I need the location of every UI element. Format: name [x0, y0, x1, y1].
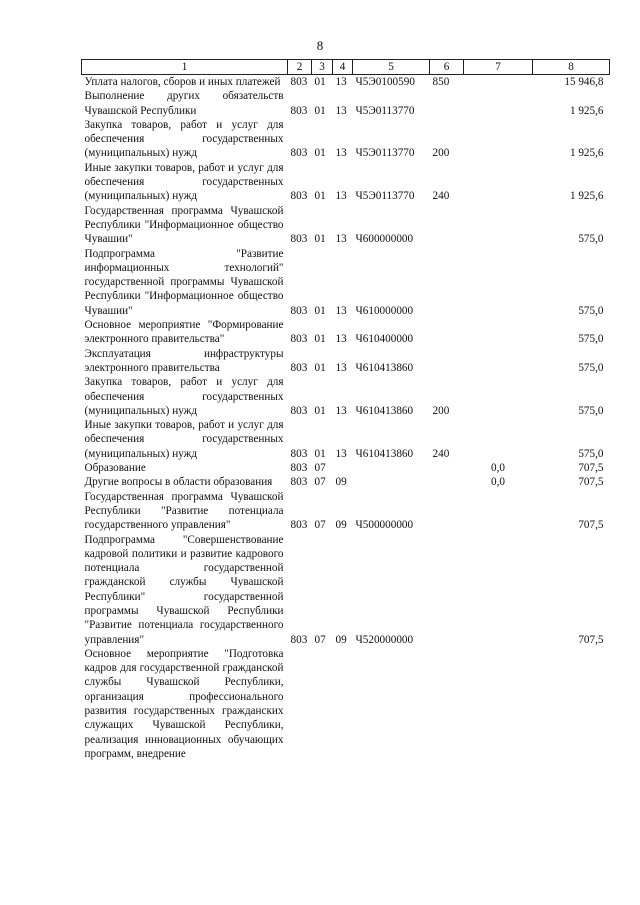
target-article-code: Ч610400000 — [355, 333, 414, 346]
target-article-code: Ч610413860 — [355, 447, 414, 460]
total-amount: 1 925,6 — [569, 147, 604, 160]
page-number: 8 — [316, 38, 324, 53]
section-code: 07 — [314, 476, 326, 489]
adjustment-amount — [464, 347, 533, 376]
table-row — [82, 118, 610, 161]
table-row — [82, 318, 610, 347]
target-article-code: Ч5Э0113770 — [355, 190, 415, 203]
adjustment-amount — [464, 375, 533, 418]
ministry-code — [288, 647, 312, 761]
row-name: Образование — [84, 462, 146, 475]
table-row — [82, 204, 610, 247]
adjustment-amount — [464, 161, 533, 204]
total-amount: 707,5 — [578, 476, 604, 489]
ministry-code: 803 — [290, 404, 308, 417]
total-amount: 575,0 — [578, 333, 604, 346]
expense-type-code — [430, 490, 464, 533]
adjustment-amount — [464, 247, 533, 318]
column-header: 1 — [82, 60, 288, 75]
target-article-code — [353, 647, 430, 761]
section-code: 01 — [314, 304, 326, 317]
table-row — [82, 375, 610, 418]
adjustment-amount — [464, 490, 533, 533]
row-name: Государственная программа Чувашской Республики "Информационное общество Чувашии" — [84, 204, 284, 246]
adjustment-amount: 0,0 — [491, 462, 505, 475]
adjustment-amount — [464, 118, 533, 161]
ministry-code: 803 — [290, 76, 308, 88]
subsection-code: 09 — [335, 633, 347, 646]
ministry-code: 803 — [290, 462, 308, 475]
section-code: 07 — [314, 519, 326, 532]
subsection-code — [333, 647, 353, 761]
subsection-code: 13 — [335, 361, 347, 374]
ministry-code: 803 — [290, 190, 308, 203]
total-amount: 1 925,6 — [569, 190, 604, 203]
section-code: 07 — [314, 462, 326, 475]
adjustment-amount — [464, 75, 533, 90]
ministry-code: 803 — [290, 233, 308, 246]
table-row — [82, 461, 610, 475]
ministry-code: 803 — [290, 633, 308, 646]
row-name: Подпрограмма "Развитие информационных технологий" государственной программы Чувашской Республики "Информационное общество Чувашии" — [84, 247, 284, 317]
subsection-code: 13 — [335, 333, 347, 346]
target-article-code: Ч610413860 — [355, 361, 414, 374]
adjustment-amount — [464, 533, 533, 647]
target-article-code — [353, 475, 430, 489]
expense-type-code — [430, 347, 464, 376]
column-header: 5 — [353, 60, 430, 75]
row-name: Государственная программа Чувашской Республики "Развитие потенциала государственного управления" — [84, 490, 284, 532]
adjustment-amount — [464, 318, 533, 347]
subsection-code: 13 — [335, 233, 347, 246]
total-amount: 575,0 — [578, 404, 604, 417]
subsection-code: 09 — [335, 519, 347, 532]
target-article-code: Ч5Э0113770 — [355, 147, 415, 160]
section-code: 01 — [314, 233, 326, 246]
row-name: Подпрограмма "Совершенствование кадровой политики и развитие кадрового потенциала государственной гражданской службы Чувашской Республики" государственной программы Чувашской Республики "Развитие потенциала государственного управления" — [84, 533, 284, 646]
table-row — [82, 475, 610, 489]
target-article-code: Ч610000000 — [355, 304, 414, 317]
expense-type-code: 200 — [432, 147, 450, 160]
row-name: Уплата налогов, сборов и иных платежей — [84, 76, 281, 88]
table-row — [82, 533, 610, 647]
table-row — [82, 347, 610, 376]
table-row — [82, 89, 610, 118]
row-name: Иные закупки товаров, работ и услуг для обеспечения государственных (муниципальных) нужд — [84, 161, 284, 203]
ministry-code: 803 — [290, 147, 308, 160]
expense-type-code — [430, 89, 464, 118]
total-amount: 575,0 — [578, 447, 604, 460]
row-name: Другие вопросы в области образования — [84, 476, 273, 489]
target-article-code: Ч500000000 — [355, 519, 414, 532]
total-amount: 575,0 — [578, 304, 604, 317]
expense-type-code: 850 — [432, 76, 450, 88]
section-code: 01 — [314, 76, 326, 88]
subsection-code: 13 — [335, 447, 347, 460]
ministry-code: 803 — [290, 333, 308, 346]
expense-type-code — [430, 475, 464, 489]
column-header: 3 — [312, 60, 333, 75]
adjustment-amount — [464, 647, 533, 761]
target-article-code: Ч520000000 — [355, 633, 414, 646]
subsection-code: 13 — [335, 304, 347, 317]
target-article-code: Ч610413860 — [355, 404, 414, 417]
subsection-code: 13 — [335, 404, 347, 417]
subsection-code: 13 — [335, 76, 347, 88]
table-row — [82, 75, 610, 90]
section-code: 01 — [314, 333, 326, 346]
section-code: 01 — [314, 361, 326, 374]
row-name: Закупка товаров, работ и услуг для обеспечения государственных (муниципальных) нужд — [84, 376, 284, 417]
adjustment-amount: 0,0 — [491, 476, 505, 489]
total-amount: 1 925,6 — [569, 104, 604, 117]
ministry-code: 803 — [290, 447, 308, 460]
expense-type-code — [430, 204, 464, 247]
column-header: 7 — [464, 60, 533, 75]
total-amount: 575,0 — [578, 361, 604, 374]
total-amount — [533, 647, 610, 761]
column-header: 8 — [533, 60, 610, 75]
table-row — [82, 490, 610, 533]
column-header: 4 — [333, 60, 353, 75]
total-amount: 707,5 — [578, 462, 604, 475]
section-code: 01 — [314, 104, 326, 117]
target-article-code — [353, 461, 430, 475]
ministry-code: 803 — [290, 104, 308, 117]
adjustment-amount — [464, 89, 533, 118]
column-number-header-row — [82, 60, 610, 75]
ministry-code: 803 — [290, 361, 308, 374]
target-article-code: Ч5Э0100590 — [355, 76, 415, 88]
expense-type-code: 240 — [432, 447, 450, 460]
section-code — [312, 647, 333, 761]
row-name: Выполнение других обязательств Чувашской Республики — [84, 90, 284, 117]
expense-type-code — [430, 318, 464, 347]
table-row — [82, 647, 610, 761]
expense-type-code — [430, 533, 464, 647]
column-header: 2 — [288, 60, 312, 75]
ministry-code: 803 — [290, 519, 308, 532]
section-code: 01 — [314, 190, 326, 203]
column-header: 6 — [430, 60, 464, 75]
adjustment-amount — [464, 418, 533, 461]
section-code: 07 — [314, 633, 326, 646]
subsection-code: 13 — [335, 147, 347, 160]
expense-type-code — [430, 461, 464, 475]
expense-type-code: 200 — [432, 404, 450, 417]
subsection-code: 13 — [335, 104, 347, 117]
target-article-code: Ч5Э0113770 — [355, 104, 415, 117]
table-row — [82, 161, 610, 204]
total-amount: 15 946,8 — [564, 76, 604, 88]
subsection-code — [333, 461, 353, 475]
table-row — [82, 247, 610, 318]
row-name: Основное мероприятие "Подготовка кадров для государственной гражданской службы Чувашской Республики, организация профессионального развития государственных гражданских служащих Чувашской Республики, реализация инновационных обучающих программ, внедрение — [84, 647, 284, 760]
section-code: 01 — [314, 147, 326, 160]
table-row — [82, 418, 610, 461]
subsection-code: 09 — [335, 476, 347, 489]
section-code: 01 — [314, 447, 326, 460]
row-name: Иные закупки товаров, работ и услуг для обеспечения государственных (муниципальных) нужд — [84, 419, 284, 460]
target-article-code: Ч600000000 — [355, 233, 414, 246]
adjustment-amount — [464, 204, 533, 247]
ministry-code: 803 — [290, 476, 308, 489]
expense-type-code — [430, 647, 464, 761]
row-name: Основное мероприятие "Формирование электронного правительства" — [84, 319, 284, 346]
total-amount: 707,5 — [578, 519, 604, 532]
expense-type-code: 240 — [432, 190, 450, 203]
expense-type-code — [430, 247, 464, 318]
row-name: Закупка товаров, работ и услуг для обеспечения государственных (муниципальных) нужд — [84, 118, 284, 160]
subsection-code: 13 — [335, 190, 347, 203]
section-code: 01 — [314, 404, 326, 417]
row-name: Эксплуатация инфраструктуры электронного правительства — [84, 347, 284, 374]
total-amount: 575,0 — [578, 233, 604, 246]
total-amount: 707,5 — [578, 633, 604, 646]
budget-table — [81, 59, 610, 761]
ministry-code: 803 — [290, 304, 308, 317]
